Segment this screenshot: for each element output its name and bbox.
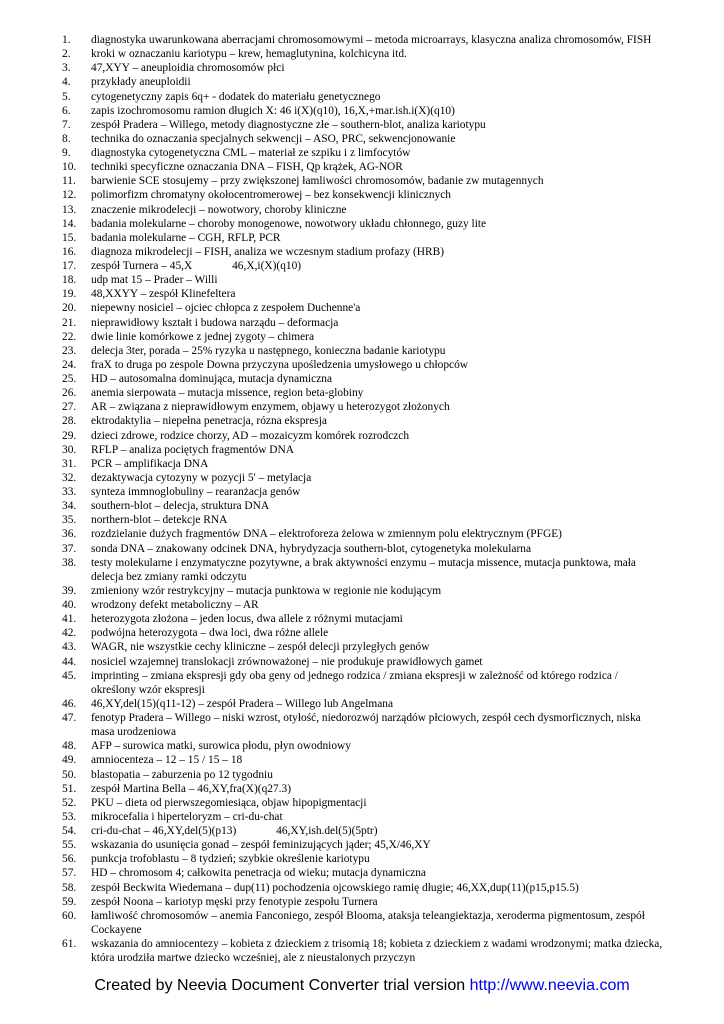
list-item [0, 203, 724, 217]
list-item [0, 457, 724, 471]
item-text: wskazania do amniocentezy – kobieta z dzieckiem z trisomią 18; kobieta z dzieckiem z wadami wrodzonymi; matka dziecka, która urodziła martwe dziecko wcześniej, ale z nieustalonych przyczyn [91, 938, 666, 963]
list-item [0, 810, 724, 824]
item-number: 50. [62, 768, 77, 781]
item-text: AR – związana z nieprawidłowym enzymem, objawy u heterozygot złożonych [91, 401, 450, 414]
item-number: 29. [62, 429, 77, 442]
list-item [0, 584, 724, 598]
watermark-text: Created by Neevia Document Converter trial version [94, 977, 470, 994]
numbered-list [0, 33, 724, 963]
item-number: 20. [62, 302, 77, 315]
list-item [0, 443, 724, 457]
item-number: 57. [62, 867, 77, 880]
list-item [0, 669, 724, 697]
item-number: 40. [62, 599, 77, 611]
item-text: fenotyp Pradera – Willego – niski wzrost, otyłość, niedorozwój narządów płciowych, zespół cech dysmorficznych, niska masa urodzeniowa [91, 712, 644, 739]
item-text: 46,XY,del(15)(q11-12) – zespół Pradera – Willego lub Angelmana [91, 697, 394, 710]
item-number: 56. [62, 853, 77, 866]
item-text: polimorfizm chromatyny okołocentromerowej – bez konsekwencji klinicznych [91, 189, 451, 202]
item-text: synteza immnoglobuliny – rearanżacja genów [91, 486, 301, 498]
list-item [0, 499, 724, 513]
item-text: wskazania do usunięcia gonad – zespół feminizujących jąder; 45,X/46,XY [91, 839, 431, 852]
item-text: anemia sierpowata – mutacja missence, region beta-globiny [91, 387, 364, 400]
item-number: 32. [62, 471, 77, 484]
item-number: 36. [62, 528, 77, 541]
list-item [0, 372, 724, 386]
item-text: cri-du-chat – 46,XY,del(5)(p13) 46,XY,ish.del(5)(5ptr) [91, 825, 378, 837]
item-number: 49. [62, 754, 77, 767]
list-item [0, 400, 724, 414]
item-number: 44. [62, 655, 77, 668]
item-text: przykłady aneuploidii [91, 76, 191, 89]
item-number: 4. [62, 76, 71, 89]
item-text: dwie linie komórkowe z jednej zygoty – chimera [91, 330, 314, 343]
item-number: 6. [62, 104, 71, 117]
item-number: 24. [62, 358, 77, 371]
item-number: 38. [62, 556, 77, 569]
item-number: 18. [62, 274, 77, 287]
item-text: RFLP – analiza pociętych fragmentów DNA [91, 443, 294, 456]
item-number: 41. [62, 613, 77, 626]
item-number: 46. [62, 697, 77, 710]
item-number: 61. [62, 938, 77, 950]
item-number: 26. [62, 387, 77, 400]
item-number: 16. [62, 245, 77, 258]
item-text: heterozygota złożona – jeden locus, dwa allele z różnymi mutacjami [91, 613, 403, 626]
item-text: znaczenie mikrodelecji – nowotwory, choroby kliniczne [91, 203, 347, 216]
list-item [0, 47, 724, 61]
list-item [0, 245, 724, 259]
item-number: 8. [62, 132, 71, 145]
list-item [0, 711, 724, 739]
list-item [0, 824, 724, 838]
list-item [0, 118, 724, 132]
converter-watermark [0, 977, 724, 995]
item-text: diagnostyka uwarunkowana aberracjami chromosomowymi – metoda microarrays, klasyczna analiza chromosomów, FISH [91, 34, 652, 46]
item-text: zespół Pradera – Willego, metody diagnostyczne złe – southern-blot, analiza kariotypu [91, 118, 486, 131]
item-number: 21. [62, 316, 77, 329]
list-item [0, 414, 724, 428]
list-item [0, 753, 724, 767]
item-number: 1. [62, 34, 71, 46]
item-text: zespół Noona – kariotyp męski przy fenotypie zespołu Turnera [91, 895, 378, 908]
item-number: 45. [62, 669, 77, 682]
item-number: 14. [62, 217, 77, 230]
list-item [0, 768, 724, 782]
item-number: 43. [62, 641, 77, 654]
list-item [0, 782, 724, 796]
item-text: northern-blot – detekcje RNA [91, 514, 228, 527]
item-number: 12. [62, 189, 77, 202]
item-text: mikrocefalia i hiperteloryzm – cri-du-chat [91, 810, 283, 823]
item-text: WAGR, nie wszystkie cechy kliniczne – zespół delecji przyległych genów [91, 641, 430, 654]
document-body [0, 33, 724, 963]
list-item [0, 188, 724, 202]
item-number: 59. [62, 895, 77, 908]
item-number: 35. [62, 514, 77, 527]
item-number: 58. [62, 881, 77, 894]
list-item [0, 471, 724, 485]
list-item [0, 259, 724, 273]
item-number: 3. [62, 62, 71, 75]
item-text: fraX to druga po zespole Downa przyczyna upośledzenia umysłowego u chłopców [91, 358, 469, 371]
list-item [0, 909, 724, 937]
list-item [0, 937, 724, 963]
list-item [0, 485, 724, 499]
list-item [0, 895, 724, 909]
item-text: amniocenteza – 12 – 15 / 15 – 18 [91, 754, 243, 767]
list-item [0, 556, 724, 584]
list-item [0, 316, 724, 330]
item-number: 34. [62, 500, 77, 513]
list-item [0, 160, 724, 174]
item-text: cytogenetyczny zapis 6q+ - dodatek do materiału genetycznego [91, 90, 381, 103]
item-number: 53. [62, 810, 77, 823]
item-text: diagnoza mikrodelecji – FISH, analiza we wczesnym stadium profazy (HRB) [91, 245, 445, 258]
list-item [0, 739, 724, 753]
item-number: 27. [62, 401, 77, 414]
item-number: 15. [62, 231, 77, 244]
item-text: imprinting – zmiana ekspresji gdy oba geny od jednego rodzica / zmiana ekspresji w zależność od którego rodzica / określony wzór ekspresji [91, 669, 621, 696]
list-item [0, 866, 724, 880]
list-item [0, 513, 724, 527]
item-text: udp mat 15 – Prader – Willi [91, 274, 218, 287]
item-text: testy molekularne i enzymatyczne pozytywne, a brak aktywności enzymu – mutacja missence, mutacja punktowa, mała delecja bez zmiany ramki odczytu [91, 556, 639, 583]
item-text: wrodzony defekt metaboliczny – AR [91, 599, 259, 611]
item-text: zespół Turnera – 45,X 46,X,i(X)(q10) [91, 260, 302, 272]
item-text: nieprawidłowy kształt i budowa narządu – deformacja [91, 316, 339, 329]
item-number: 17. [62, 260, 77, 272]
neevia-link[interactable]: http://www.neevia.com [469, 977, 630, 994]
item-text: badania molekularne – CGH, RFLP, PCR [91, 231, 281, 244]
list-item [0, 174, 724, 188]
item-number: 23. [62, 344, 77, 357]
item-text: PKU – dieta od pierwszegomiesiąca, objaw hipopigmentacji [91, 796, 367, 809]
item-number: 52. [62, 796, 77, 809]
list-item [0, 90, 724, 104]
list-item [0, 697, 724, 711]
list-item [0, 527, 724, 541]
item-text: podwójna heterozygota – dwa loci, dwa różne allele [91, 627, 329, 640]
item-text: zmieniony wzór restrykcyjny – mutacja punktowa w regionie nie kodującym [91, 584, 442, 597]
list-item [0, 542, 724, 556]
list-item [0, 640, 724, 654]
item-text: kroki w oznaczaniu kariotypu – krew, hemaglutynina, kolchicyna itd. [91, 48, 407, 61]
item-text: niepewny nosiciel – ojciec chłopca z zespołem Duchenne'a [91, 302, 361, 315]
list-item [0, 598, 724, 612]
item-text: łamliwość chromosomów – anemia Fanconiego, zespół Blooma, ataksja teleangiektazja, xeroderma pigmentosum, zespół Cockayene [91, 909, 648, 936]
item-text: nosiciel wzajemnej translokacji zrównoważonej – nie produkuje prawidłowych gamet [91, 655, 483, 668]
item-text: rozdzielanie dużych fragmentów DNA – elektroforeza żelowa w zmiennym polu elektrycznym (PFGE) [91, 528, 562, 541]
list-item [0, 330, 724, 344]
item-text: HD – chromosom 4; całkowita penetracja od wieku; mutacja dynamiczna [91, 867, 426, 880]
item-text: barwienie SCE stosujemy – przy zwiększonej łamliwości chromosomów, badanie zw mutagennych [91, 175, 544, 188]
list-item [0, 146, 724, 160]
item-number: 19. [62, 288, 77, 301]
item-text: ektrodaktylia – niepełna penetracja, rózna ekspresja [91, 415, 327, 428]
item-text: southern-blot – delecja, struktura DNA [91, 500, 270, 513]
list-item [0, 358, 724, 372]
item-number: 54. [62, 825, 77, 837]
list-item [0, 344, 724, 358]
list-item [0, 132, 724, 146]
item-number: 37. [62, 542, 77, 555]
item-text: sonda DNA – znakowany odcinek DNA, hybrydyzacja southern-blot, cytogenetyka molekularna [91, 542, 531, 555]
item-number: 7. [62, 118, 71, 131]
item-number: 2. [62, 48, 71, 61]
list-item [0, 612, 724, 626]
item-text: zespół Beckwita Wiedemana – dup(11) pochodzenia ojcowskiego ramię długie; 46,XX,dup(11)(p15,p15.5) [91, 881, 579, 894]
item-number: 30. [62, 443, 77, 456]
item-number: 60. [62, 909, 77, 922]
item-text: dezaktywacja cytozyny w pozycji 5' – metylacja [91, 471, 312, 484]
item-text: technika do oznaczania specjalnych sekwencji – ASO, PRC, sekwencjonowanie [91, 132, 456, 145]
item-number: 55. [62, 839, 77, 852]
item-number: 9. [62, 147, 71, 159]
item-number: 10. [62, 161, 77, 174]
list-item [0, 852, 724, 866]
list-item [0, 626, 724, 640]
list-item [0, 655, 724, 669]
list-item [0, 429, 724, 443]
list-item [0, 61, 724, 75]
item-text: PCR – amplifikacja DNA [91, 457, 209, 470]
item-text: blastopatia – zaburzenia po 12 tygodniu [91, 768, 273, 781]
list-item [0, 796, 724, 810]
item-text: dzieci zdrowe, rodzice chorzy, AD – mozaicyzm komórek rozrodczch [91, 429, 410, 442]
item-text: badania molekularne – choroby monogenowe, nowotwory układu chłonnego, guzy lite [91, 217, 487, 230]
list-item [0, 75, 724, 89]
item-number: 11. [62, 175, 76, 188]
item-number: 47. [62, 712, 77, 724]
list-item [0, 881, 724, 895]
item-text: zespół Martina Bella – 46,XY,fra(X)(q27.3) [91, 782, 292, 795]
list-item [0, 301, 724, 315]
item-text: zapis izochromosomu ramion długich X: 46 i(X)(q10), 16,X,+mar.ish.i(X)(q10) [91, 104, 455, 117]
list-item [0, 104, 724, 118]
item-text: techniki specyficzne oznaczania DNA – FISH, Qp krążek, AG-NOR [91, 161, 403, 174]
list-item [0, 217, 724, 231]
item-number: 22. [62, 330, 77, 343]
item-number: 13. [62, 203, 77, 216]
item-text: 48,XXYY – zespół Klinefeltera [91, 288, 236, 301]
item-number: 39. [62, 584, 77, 597]
list-item [0, 33, 724, 47]
item-number: 28. [62, 415, 77, 428]
item-number: 51. [62, 782, 77, 795]
item-number: 33. [62, 486, 77, 498]
item-number: 25. [62, 373, 77, 385]
item-text: delecja 3ter, porada – 25% ryzyka u następnego, konieczna badanie kariotypu [91, 344, 446, 357]
item-number: 42. [62, 627, 77, 640]
list-item [0, 287, 724, 301]
list-item [0, 231, 724, 245]
item-number: 5. [62, 90, 71, 103]
item-number: 31. [62, 457, 77, 470]
list-item [0, 273, 724, 287]
item-number: 48. [62, 740, 77, 753]
list-item [0, 838, 724, 852]
list-item [0, 386, 724, 400]
item-text: AFP – surowica matki, surowica płodu, płyn owodniowy [91, 740, 351, 753]
item-text: punkcja trofoblastu – 8 tydzień; szybkie określenie kariotypu [91, 853, 370, 866]
item-text: HD – autosomalna dominująca, mutacja dynamiczna [91, 373, 333, 385]
item-text: 47,XYY – aneuploidia chromosomów płci [91, 62, 285, 75]
item-text: diagnostyka cytogenetyczna CML – materiał ze szpiku i z limfocytów [91, 147, 411, 159]
